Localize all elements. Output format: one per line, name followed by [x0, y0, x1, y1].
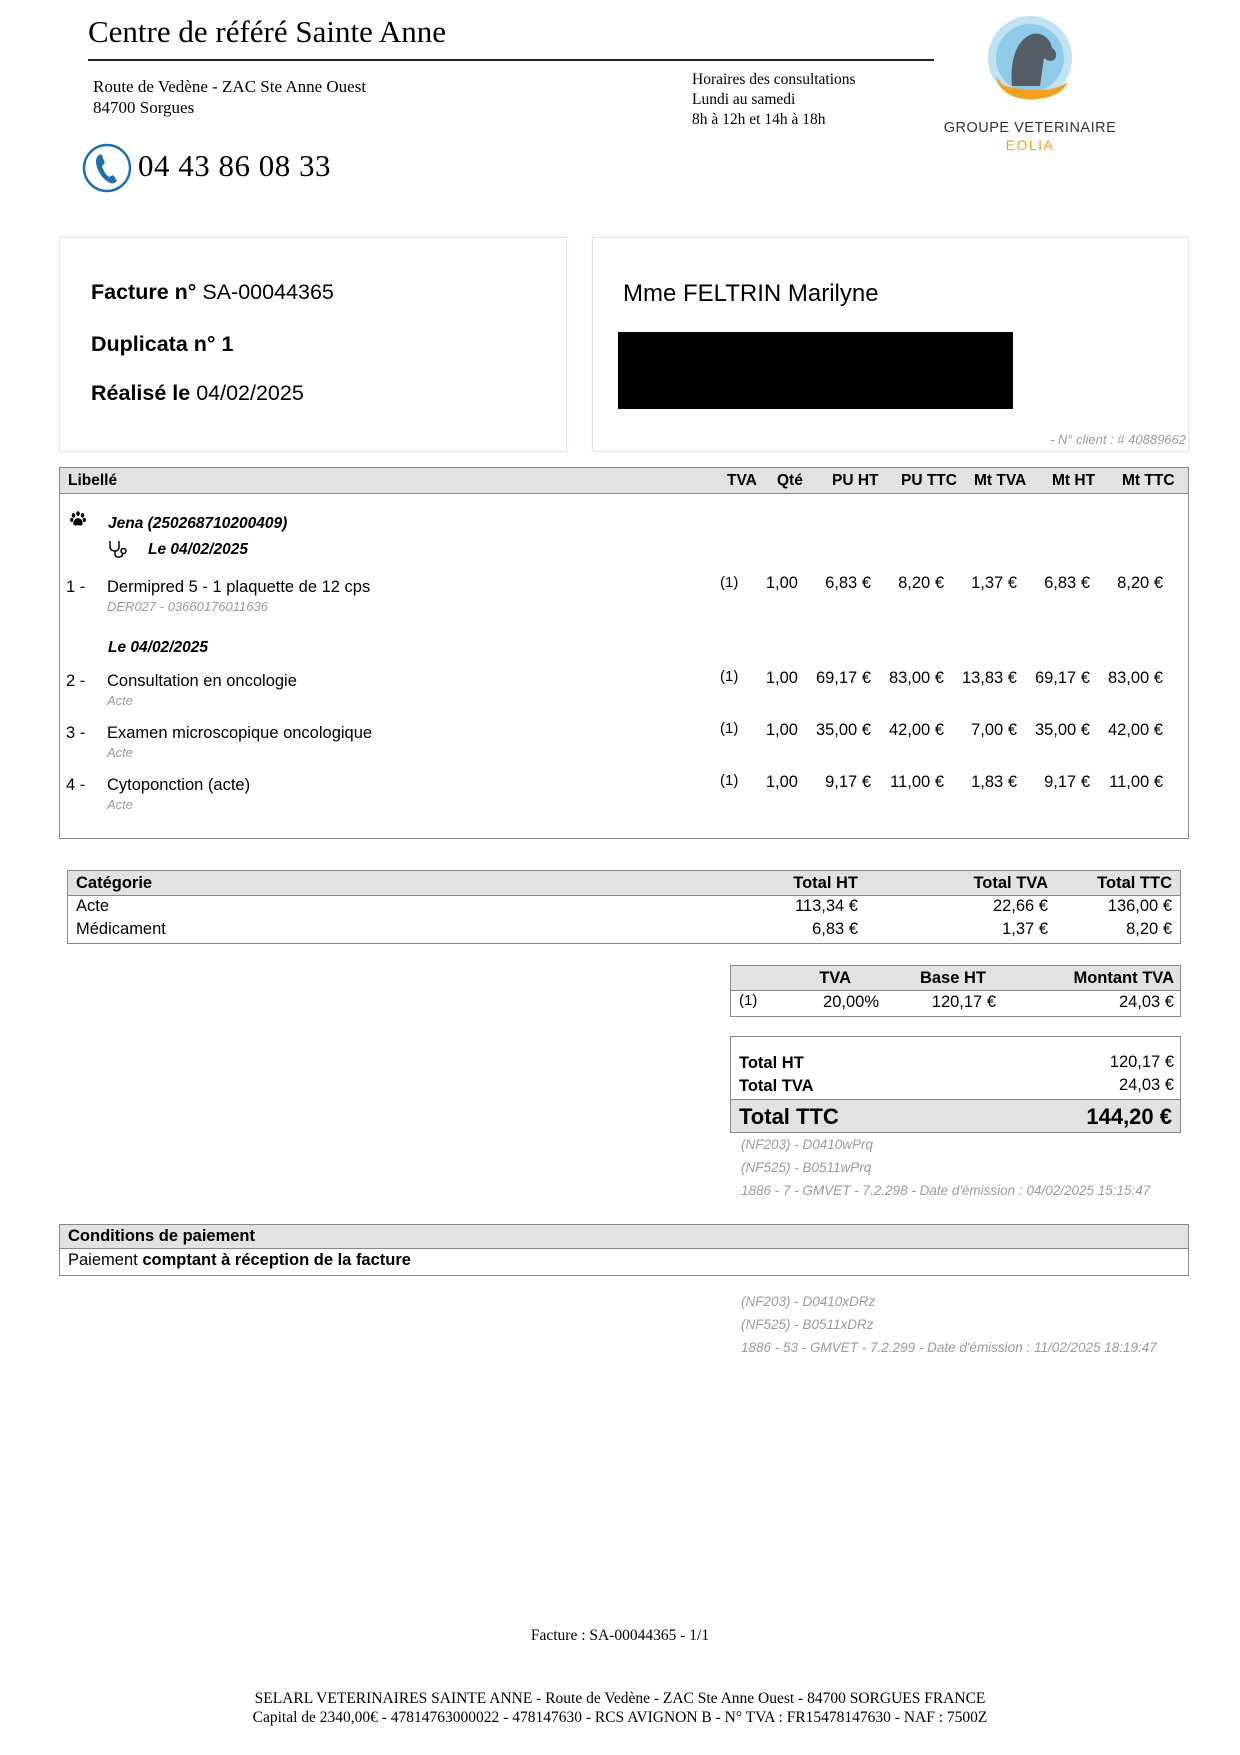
col-tva: TVA: [727, 472, 757, 489]
line-qty: 1,00: [765, 773, 798, 791]
clinic-name: Centre de référé Sainte Anne: [88, 14, 447, 49]
hours-days: Lundi au samedi: [692, 91, 796, 108]
vat-code: (1): [739, 992, 758, 1009]
line-mt-tva: 13,83 €: [961, 669, 1017, 687]
total-tva-label: Total TVA: [739, 1077, 814, 1095]
line-sub: Acte: [107, 797, 134, 812]
line-pu-ht: 9,17 €: [825, 773, 871, 791]
col-category: Catégorie: [76, 874, 153, 892]
vat-rate: 20,00%: [823, 993, 879, 1011]
category-total-ttc: 136,00 €: [1107, 897, 1172, 915]
vat-table-header: [731, 966, 1180, 991]
header-divider: [88, 59, 934, 61]
page-number: Facture : SA-00044365 - 1/1: [530, 1627, 710, 1644]
clinic-address: [93, 76, 366, 118]
col-qty: Qté: [777, 472, 803, 489]
line-pu-ht: 69,17 €: [815, 669, 871, 687]
payment-terms-prefix: Paiement: [68, 1251, 138, 1269]
category-total-tva: 1,37 €: [1002, 920, 1048, 938]
category-totals-table: [67, 870, 1181, 944]
total-ttc-value: 144,20 €: [1086, 1104, 1172, 1129]
line-pu-ttc: 8,20 €: [898, 574, 944, 592]
category-total-ht: 113,34 €: [794, 897, 858, 915]
invoice-number: [91, 280, 334, 305]
total-ht-value: 120,17 €: [1109, 1053, 1174, 1071]
line-pu-ttc: 11,00 €: [890, 773, 944, 791]
total-ttc-row: [731, 1099, 1180, 1132]
consultation-hours: [692, 70, 856, 130]
vat-breakdown-table: [730, 965, 1181, 1017]
line-label: Consultation en oncologie: [107, 672, 297, 690]
col-total-ht: Total HT: [793, 874, 858, 892]
line-pu-ht: 35,00 €: [815, 721, 871, 739]
col-mt-ttc: Mt TTC: [1122, 472, 1175, 489]
logo-text-groupe: GROUPE VETERINAIRE: [943, 120, 1117, 136]
line-mt-tva: 1,83 €: [971, 773, 1017, 791]
line-sub: DER027 - 03660176011636: [107, 599, 268, 614]
date-group-2: Le 04/02/2025: [108, 639, 208, 656]
client-number: - N° client : # 40889662: [1049, 432, 1186, 447]
vat-base-ht: 120,17 €: [931, 993, 996, 1011]
line-label: Cytoponction (acte): [107, 776, 251, 794]
category-total-tva: 22,66 €: [992, 897, 1048, 915]
line-mt-tva: 7,00 €: [971, 721, 1017, 739]
line-sub: Acte: [107, 693, 134, 708]
category-total-ht: 6,83 €: [812, 920, 858, 938]
line-label: Examen microscopique oncologique: [107, 724, 373, 742]
client-address-redacted: [618, 332, 1013, 409]
line-label: Dermipred 5 - 1 plaquette de 12 cps: [107, 578, 371, 596]
trace-emission-1: 1886 - 7 - GMVET - 7.2.298 - Date d'émission : 04/02/2025 15:15:47: [741, 1183, 1151, 1198]
logo-text-eolia: EOLIA: [1005, 137, 1055, 153]
address-line-1: Route de Vedène - ZAC Ste Anne Ouest: [93, 77, 367, 96]
line-sub: Acte: [107, 745, 134, 760]
invoice-date-label: Réalisé le: [91, 381, 191, 405]
invoice-lines-table: [59, 467, 1189, 839]
trace-nf203-2: (NF203) - D0410xDRz: [741, 1294, 876, 1309]
category-table-header: [68, 871, 1180, 896]
line-mt-ttc: 8,20 €: [1117, 574, 1163, 592]
total-ht-label: Total HT: [739, 1054, 804, 1072]
line-mt-ttc: 11,00 €: [1109, 773, 1163, 791]
paw-icon: [69, 510, 87, 528]
col-total-tva: Total TVA: [973, 874, 1048, 892]
line-mt-ht: 6,83 €: [1044, 574, 1090, 592]
line-qty: 1,00: [765, 721, 798, 739]
legal-line-2: Capital de 2340,00€ - 47814763000022 - 478147630 - RCS AVIGNON B - N° TVA : FR15478147630 - NAF : 7500Z: [252, 1709, 988, 1726]
line-tva: (1): [720, 574, 739, 591]
line-mt-ht: 9,17 €: [1044, 773, 1090, 791]
line-tva: (1): [720, 772, 739, 789]
line-qty: 1,00: [765, 669, 798, 687]
line-mt-tva: 1,37 €: [971, 574, 1017, 592]
col-mt-tva: Mt TVA: [974, 472, 1027, 489]
line-mt-ttc: 83,00 €: [1107, 669, 1163, 687]
line-mt-ttc: 42,00 €: [1107, 721, 1163, 739]
total-tva-value: 24,03 €: [1118, 1076, 1174, 1094]
category-name: Acte: [76, 897, 110, 915]
duplicata: [91, 332, 233, 357]
line-mt-ht: 35,00 €: [1034, 721, 1090, 739]
col-label: Libellé: [68, 472, 118, 489]
vat-amount: 24,03 €: [1118, 993, 1174, 1011]
invoice-number-value: SA-00044365: [202, 280, 334, 304]
client-info-box: [592, 237, 1189, 452]
payment-header-label: Conditions de paiement: [68, 1227, 256, 1245]
payment-terms-bold: comptant à réception de la facture: [142, 1251, 411, 1269]
trace-emission-2: 1886 - 53 - GMVET - 7.2.299 - Date d'émission : 11/02/2025 18:19:47: [741, 1340, 1157, 1355]
phone-number: 04 43 86 08 33: [138, 148, 331, 183]
col-base-ht: Base HT: [919, 969, 986, 987]
category-name: Médicament: [76, 920, 166, 938]
legal-line-1: SELARL VETERINAIRES SAINTE ANNE - Route de Vedène - ZAC Ste Anne Ouest - 84700 SORGUES FRANCE: [254, 1690, 986, 1707]
line-tva: (1): [720, 720, 739, 737]
date-group-1: Le 04/02/2025: [148, 541, 248, 558]
invoice-number-label: Facture n°: [91, 280, 197, 304]
animal-name: Jena (250268710200409): [108, 515, 288, 532]
category-total-ttc: 8,20 €: [1126, 920, 1172, 938]
line-mt-ht: 69,17 €: [1034, 669, 1090, 687]
invoice-date: [91, 381, 304, 406]
line-pu-ttc: 83,00 €: [888, 669, 944, 687]
phone-icon: [82, 143, 132, 193]
total-ttc-label: Total TTC: [739, 1104, 839, 1129]
col-mt-ht: Mt HT: [1052, 472, 1096, 489]
line-tva: (1): [720, 668, 739, 685]
lines-table-header: [60, 468, 1188, 494]
client-name: Mme FELTRIN Marilyne: [623, 280, 879, 307]
col-pu-ttc: PU TTC: [901, 472, 957, 489]
address-line-2: 84700 Sorgues: [93, 98, 195, 117]
line-pu-ttc: 42,00 €: [888, 721, 944, 739]
payment-conditions-box: [59, 1224, 1189, 1276]
line-index: 1 -: [66, 578, 86, 596]
trace-nf203-1: (NF203) - D0410wPrq: [741, 1137, 874, 1152]
payment-header: [60, 1225, 1188, 1249]
line-qty: 1,00: [765, 574, 798, 592]
trace-nf525-1: (NF525) - B0511wPrq: [741, 1160, 872, 1175]
col-total-ttc: Total TTC: [1097, 874, 1172, 892]
col-montant-tva: Montant TVA: [1073, 969, 1174, 987]
invoice-info-box: [59, 237, 567, 452]
line-index: 3 -: [66, 724, 86, 742]
line-index: 2 -: [66, 672, 86, 690]
invoice-totals-box: [730, 1036, 1181, 1133]
duplicata-label: Duplicata n° 1: [91, 332, 234, 356]
line-pu-ht: 6,83 €: [825, 574, 871, 592]
hours-times: 8h à 12h et 14h à 18h: [692, 111, 826, 128]
payment-terms: [68, 1251, 411, 1270]
line-index: 4 -: [66, 776, 86, 794]
trace-nf525-2: (NF525) - B0511xDRz: [741, 1317, 874, 1332]
invoice-date-value: 04/02/2025: [196, 381, 304, 405]
stethoscope-icon: [107, 539, 129, 559]
hours-title: Horaires des consultations: [692, 71, 856, 88]
col-vat: TVA: [819, 969, 851, 987]
col-pu-ht: PU HT: [832, 472, 879, 489]
